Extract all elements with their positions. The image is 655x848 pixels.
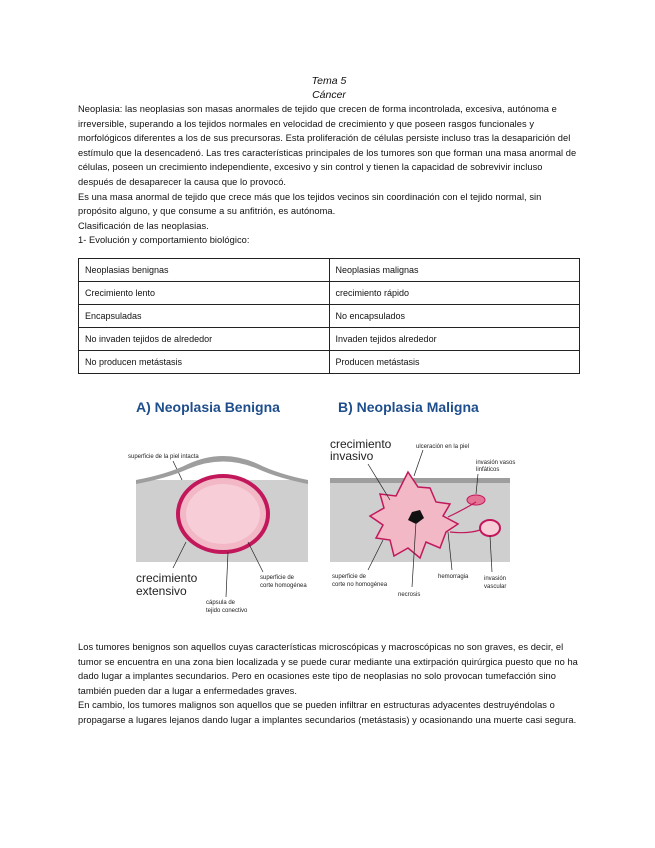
neoplasia-figure bbox=[78, 392, 580, 622]
table-row bbox=[79, 350, 580, 373]
benign-panel-title: A) Neoplasia Benigna bbox=[136, 398, 280, 415]
topic-number: Tema 5 bbox=[311, 75, 347, 87]
intro-paragraph-summary: Es una masa anormal de tejido que crece más que los tejidos vecinos sin coordinación con el tejido normal, sin propósito alguno, y que consume a su anfitrión, es autónoma. bbox=[78, 191, 542, 217]
malignant-label-growth-line2: invasivo bbox=[330, 448, 374, 463]
benign-label-cut-line1: superficie de bbox=[260, 574, 295, 581]
malignant-label-hemorrhage: hemorragia bbox=[438, 573, 469, 580]
comparison-table bbox=[78, 258, 580, 374]
intro-paragraph-definition: Neoplasia: las neoplasias son masas anormales de tejido que crecen de forma incontrolada, excesiva, autónoma e irreversible, superando a los tejidos normales en velocidad de crecimiento y que poseen rasgos funcionales y morfológicos diferentes a los de sus precursoras. Esta proliferación de células persiste incluso tras la desaparición del estímulo que la desencadenó. Las tres características principales de los tumores son que forman una masa anormal de células, poseen un crecimiento independiente, excesivo y sin control y tienen la capacidad de sobrevivir incluso después de desaparecer la causa que lo provocó. bbox=[78, 104, 577, 187]
table-row bbox=[79, 327, 580, 350]
benign-label-growth-line2: extensivo bbox=[136, 583, 187, 598]
classification-heading: Clasificación de las neoplasias. bbox=[78, 220, 209, 231]
topic-title: Cáncer bbox=[312, 89, 346, 101]
table-cell: Neoplasias benignas bbox=[79, 258, 330, 281]
benign-label-capsule-line1: cápsula de bbox=[206, 599, 236, 606]
benign-label-surface: superficie de la piel intacta bbox=[128, 453, 199, 460]
table-cell: Invaden tejidos alrededor bbox=[329, 327, 580, 350]
malignant-label-vascular-line1: invasión bbox=[484, 575, 507, 582]
malignant-explanation: En cambio, los tumores malignos son aquellos que se pueden infiltrar en estructuras adyacentes destruyéndolas o propagarse a lugares lejanos dando lugar a implantes secundarios (metástasis) y ocasionando una muerte casi segura. bbox=[78, 700, 577, 725]
table-cell: No encapsulados bbox=[329, 304, 580, 327]
blood-vessel bbox=[480, 520, 500, 536]
table-row bbox=[79, 258, 580, 281]
lymphatic-vessel bbox=[467, 495, 485, 505]
malignant-skin-surface bbox=[330, 478, 510, 483]
benign-label-growth-line1: crecimiento bbox=[136, 570, 198, 585]
malignant-label-cut-line1: superficie de bbox=[332, 573, 367, 580]
malignant-panel-title: B) Neoplasia Maligna bbox=[338, 398, 479, 415]
table-cell: No invaden tejidos de alrededor bbox=[79, 327, 330, 350]
malignant-label-lymph-line2: linfáticos bbox=[476, 466, 500, 473]
benign-tumor-core bbox=[186, 484, 260, 544]
malignant-label-ulcer: ulceración en la piel bbox=[416, 443, 470, 450]
malignant-label-cut-line2: corte no homogénea bbox=[332, 581, 388, 588]
table-cell: No producen metástasis bbox=[79, 350, 330, 373]
benign-label-cut-line2: corte homogénea bbox=[260, 582, 307, 589]
table-cell: Producen metástasis bbox=[329, 350, 580, 373]
malignant-label-lymph-line1: invasión vasos bbox=[476, 459, 516, 466]
table-cell: Neoplasias malignas bbox=[329, 258, 580, 281]
table-row bbox=[79, 281, 580, 304]
malignant-label-vascular-line2: vascular bbox=[484, 583, 507, 590]
neoplasia-illustration bbox=[78, 392, 580, 622]
malignant-label-necrosis: necrosis bbox=[398, 591, 421, 598]
document-page bbox=[78, 74, 580, 728]
benign-explanation: Los tumores benignos son aquellos cuyas características microscópicas y macroscópicas no son graves, es decir, el tumor se encuentra en una zona bien localizada y se puede curar mediante una extirpación quirúrgica puesto que no ha dado lugar a implantes secundarios. Pero en ocasiones este tipo de neoplasias no solo provocan tumefacción sino también pueden dar a lugar a enfermedades graves. bbox=[78, 641, 578, 696]
table-row bbox=[79, 304, 580, 327]
benign-label-capsule-line2: tejido conectivo bbox=[206, 607, 248, 614]
table-cell: Crecimiento lento bbox=[79, 281, 330, 304]
malignant-label-growth-line1: crecimiento bbox=[330, 436, 392, 451]
table-cell: Encapsuladas bbox=[79, 304, 330, 327]
classification-subheading: 1- Evolución y comportamiento biológico: bbox=[78, 235, 250, 246]
table-cell: crecimiento rápido bbox=[329, 281, 580, 304]
